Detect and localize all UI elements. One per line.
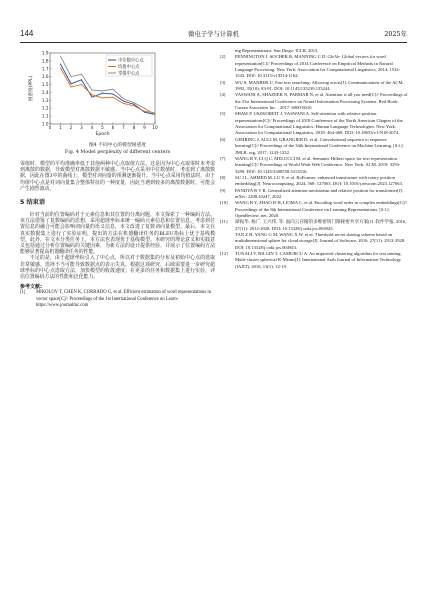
legend-label-3: 零值中心点: [118, 71, 140, 77]
reference-number: [2]: [220, 54, 226, 60]
reference-item: [220, 219, 408, 232]
data-point: [81, 84, 82, 85]
data-point: [70, 76, 71, 77]
reference-number: [12]: [220, 251, 228, 256]
reference-item: [220, 156, 408, 175]
x-tick-label: 10: [152, 125, 158, 130]
data-point: [133, 104, 134, 105]
page-number: 144: [20, 29, 34, 38]
reference-text: SU J L, AHMED M, LU Y, et al. RoFormer: enhanced transformer with rotary position embedding[J]. Neurocomputing, 2024, 568: 127063. DOI: 10.1016/j.neucom.2023.127063.: [235, 174, 404, 187]
x-tick-label: 4: [90, 125, 94, 130]
body-paragraph: 零值时，模型的平均准确率低于其他两种中心点取值方法。这是因为中心点取零时未考虑到离散的数据，导致模型对离散数据不敏感。当中心点采用中位数值时，考虑到了离散数据，因此在图3中的曲线上，模型对词向量的预测逐渐提升。当中心点采用均值法时，由于均值中心点是对词向量集合整体特征的一种度量，因此当遇到较多的离散数据时，可能会产生剧烈波动。: [20, 161, 215, 192]
x-tick-label: 6: [111, 125, 115, 130]
data-point: [102, 90, 103, 91]
data-point: [81, 79, 82, 80]
reference-number: [1]: [20, 290, 26, 296]
data-point: [133, 102, 134, 103]
y-tick-label: 1.3: [41, 97, 49, 103]
data-point: [102, 93, 103, 94]
reference-text: TAN Z H, YANG G M, WANG X W, et al. Threshold secret sharing scheme based on multidimensional sphere for cloud storage[J]. Journal of Software, 2016, 27(11): 2912-2928. DOI: 10.13328/j.cnki.jos.004943.: [235, 231, 406, 250]
left-column: [20, 48, 215, 310]
legend-label-1: 中位数中心点: [118, 58, 144, 64]
data-point: [123, 98, 124, 99]
data-point: [70, 86, 71, 87]
reference-item: [220, 175, 408, 188]
x-tick-label: 0: [48, 125, 52, 130]
y-tick-label: 1.0: [41, 121, 49, 127]
data-point: [91, 90, 92, 91]
reference-text: ing Representations. San Diego: ICLR, 2013.: [235, 48, 319, 53]
data-point: [154, 114, 155, 115]
data-point: [144, 111, 145, 112]
y-tick-label: 1.4: [41, 89, 49, 95]
reference-item: [220, 200, 408, 219]
figure-caption-en: Fig. 4 Model perplexity of different centers: [64, 150, 171, 155]
issue-year: 2025年: [384, 30, 407, 38]
reference-item: [220, 54, 408, 79]
reference-number: [7]: [220, 155, 226, 161]
conclusion-paragraph-1: 针对当前的位置编码对于元素信息和其位置的分离问题，本文探索了一种编码方法。该方法借鉴了复数编码的思想，采用超球坐标来统一编码元素信息和位置信息。考虑到位置信息的融合可能会影响词向量的语义信息，本文改进了复数词向量模型。最后，本文在真实数据集上进行了实验证明，提出的方法在机器翻译任务的BLEU指标上优于基线模型。此外，在文本分类任务上，本方法也表现优于基线模型。本研究的理论意义和实践意义包括通过分析位置编码的关键因素，为新方法的设计提供经验，并展示了位置编码方法能够显著提高机器翻译任务的性能。: [20, 212, 215, 256]
references-heading: 参考文献:: [20, 284, 42, 291]
x-tick-label: 8: [132, 125, 136, 130]
reference-text: WANG B Y, ZHAO D H, LIOMA C, et al. Encoding word order in complex embeddings[C]// Proceedings of the 8th International Conference on Learning Representations. [S.l.]: OpenReview. net, 2020.: [235, 200, 408, 218]
reference-text: TUNALI V, BILGIN T, CAMURCU A. An improved clustering algorithm for text mining: Multi-cluster spherical K-Means[J]. International Arab Journal of Information Technology (IAJIT), 2016, 13(1): 12-19.: [235, 251, 402, 269]
data-point: [70, 83, 71, 84]
legend-label-2: 均值中心点: [118, 65, 140, 71]
data-point: [112, 93, 113, 94]
reference-number: [6]: [220, 136, 226, 142]
reference-number: [3]: [220, 79, 226, 85]
data-point: [154, 112, 155, 113]
reference-text: WANG B Y, LI Q C, MELUCCI M, et al. Semantic Hilbert space for text representation learning[C]// Proceedings of World Wide Web Conference. New York: ACM, 2019: 3293-3299. DOI: 10.1145/3308558.3313516.: [235, 155, 401, 174]
y-tick-label: 1.5: [41, 82, 49, 88]
x-tick-label: 5: [101, 125, 104, 130]
reference-item: [220, 92, 408, 111]
figure-caption-cn: 图4 不同中心的模型困惑度: [88, 143, 147, 148]
reference-text: GEHRING J, AULI M, GRANGIER D, et al. Convolutional sequence to sequence learning[C]// Proceedings of the 34th International Conference on Machine Learning. [S.l.]: JMLR. org, 2017: 1243-1252.: [235, 136, 404, 155]
data-point: [60, 56, 61, 57]
data-point: [123, 103, 124, 104]
reference-text: 谭振华, 杨广, 王兴伟, 等. 面向云存储的多维密钥门限秘密共享方案[J]. 软件学报, 2016, 27(11): 2912-2928. DOI: 10.13328/j.cnki.jos.004943.: [235, 219, 407, 231]
perplexity-chart: [20, 48, 215, 142]
reference-text: SHAW P, USZKOREIT J, VASWANI A. Self-attention with relative position representations[C]// Proceedings of 2018 Conference of the North American Chapter of the Association for Computational Linguistics: Human Language Technologies. New York: Association for Computational Linguistics, 2018: 464-468. DOI: 10.18653/v1/N18-2074.: [235, 111, 403, 136]
reference-item: [220, 80, 408, 93]
figure-4: [20, 48, 215, 142]
data-point: [81, 74, 82, 75]
data-point: [60, 63, 61, 64]
running-header: [20, 27, 407, 41]
y-tick-label: 1.9: [41, 50, 49, 56]
data-point: [91, 94, 92, 95]
conclusion-paragraph-2: 不足的是，由于超球坐标引入了中心点，所以对于数据集的分布及初始中心点的选取非常敏感。选择不当可能导致数据点的表示失真。根据这项研究，后续需要进一步研究超球坐标的中心点选取方法，加快模型的收敛速度；在更多的任务和数据集上进行实验，评估位置编码方法的性能和泛化能力。: [20, 255, 215, 281]
x-tick-label: 7: [122, 125, 125, 130]
reference-text: WU S, MANBER U. Fast text searching: Allowing errors[J]. Communications of the ACM, 1992, 35(10): 83-91. DOI: 10.1145/135239.135244.: [235, 79, 404, 92]
data-point: [102, 97, 103, 98]
data-point: [112, 97, 113, 98]
x-axis-label: Epoch: [95, 132, 110, 137]
data-point: [133, 105, 134, 106]
x-tick-label: 2: [69, 125, 73, 130]
reference-item: [220, 137, 408, 156]
reference-item: [220, 251, 408, 270]
data-point: [91, 97, 92, 98]
data-point: [60, 67, 61, 68]
data-point: [112, 89, 113, 90]
data-point: [144, 108, 145, 109]
reference-number: [9]: [220, 187, 226, 193]
right-column: [220, 48, 408, 270]
journal-title: 微电子学与计算机: [187, 30, 240, 38]
reference-number: [4]: [220, 92, 226, 98]
reference-number: [5]: [220, 111, 226, 117]
reference-text: PANDYA R V R. Generalized attention mechanism and relative position for transformer[J]. arXiv: 2208.10247, 2022.: [235, 187, 404, 199]
y-tick-label: 1.2: [41, 105, 49, 111]
y-tick-label: 1.6: [41, 74, 49, 80]
section-heading: 5 结束语: [20, 199, 46, 207]
x-tick-label: 1: [59, 125, 62, 130]
reference-number: [8]: [220, 174, 226, 180]
reference-number: [10]: [220, 200, 228, 206]
y-tick-label: 1.8: [41, 58, 49, 64]
reference-item: [220, 232, 408, 251]
reference-number: [11]: [220, 219, 228, 225]
reference-text: MIKOLOV T, CHEN K, CORRADO G, et al. Efficient estimation of word representations in vector space[C]// Proceedings of the 1st International Conference on Learn- https://www.journalmc.com: [36, 290, 212, 309]
reference-text: PENNINGTON J, SOCHER R, MANNING C D. GloVe: Global vectors for word representation[C]// Proceedings of 2014 Conference on Empirical Methods in Natural Language Processing. New York: Association for Computational Linguistics, 2014: 1532-1543. DOI: 10.3115/v1/D14-1162.: [235, 54, 401, 79]
reference-item: [220, 111, 408, 136]
reference-text: VASWANI A, SHAZEER N, PARMAR N, et al. Attention is all you need[C]// Proceedings of the 31st International Conference on Neural Information Processing Systems. Red Hook: Curran Associates Inc. , 2017: 6000-6010.: [235, 92, 408, 111]
y-tick-label: 1.1: [41, 113, 49, 119]
y-axis-label: 困惑度(PPL): [29, 75, 34, 102]
reference-item: [220, 188, 408, 201]
data-point: [123, 101, 124, 102]
header-rule: [20, 42, 407, 43]
y-tick-label: 1.7: [41, 66, 49, 72]
reference-item: [20, 290, 215, 309]
x-tick-label: 3: [80, 125, 83, 130]
x-tick-label: 9: [143, 125, 146, 130]
